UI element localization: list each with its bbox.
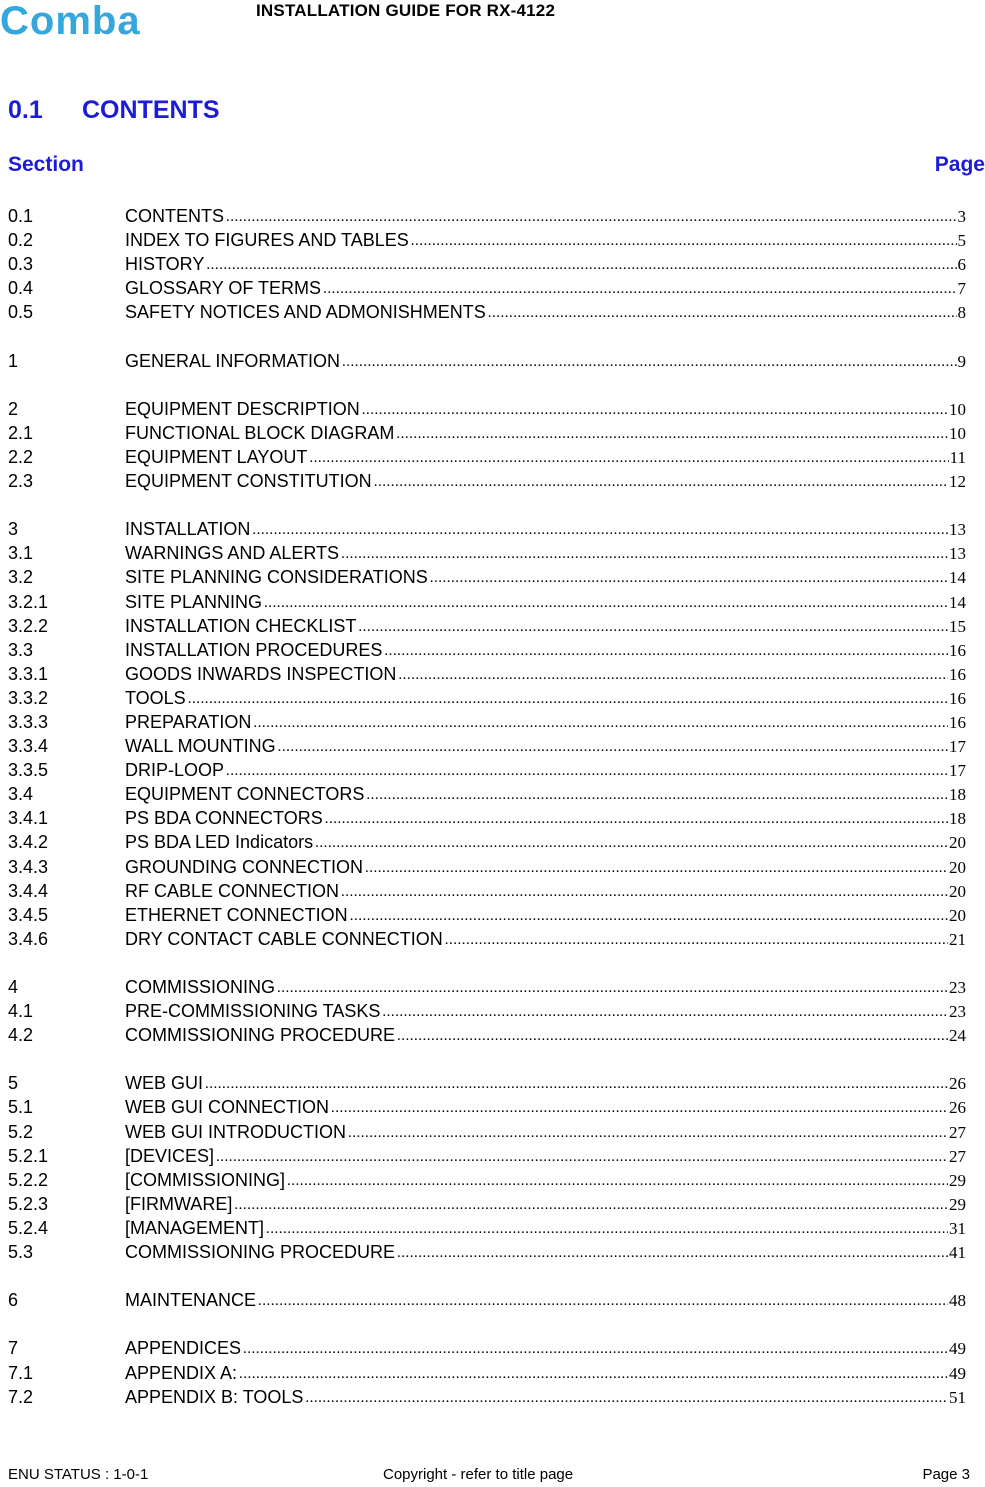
toc-dot-leader	[188, 686, 948, 712]
toc-entry-title: APPENDIX A:	[125, 1361, 239, 1387]
toc-entry-title: GROUNDING CONNECTION	[125, 855, 365, 881]
toc-entry-number: 3.4	[8, 784, 34, 805]
toc-entry-page: 24	[949, 1026, 966, 1046]
toc-entry[interactable]	[8, 999, 966, 1023]
toc-entry-title: INSTALLATION	[125, 517, 252, 543]
toc-entry-title: WEB GUI CONNECTION	[125, 1095, 331, 1121]
comba-logo	[0, 2, 182, 38]
toc-entry-page: 26	[949, 1098, 966, 1118]
toc-entry-title: HISTORY	[125, 252, 206, 278]
toc-entry-number: 1	[8, 350, 19, 371]
toc-entry-title: COMMISSIONING	[125, 975, 277, 1001]
toc-entry-page: 23	[949, 978, 966, 997]
toc-entry-number: 3.3	[8, 639, 34, 660]
toc-entry-page: 27	[949, 1146, 966, 1166]
toc-entry-title: FUNCTIONAL BLOCK DIAGRAM	[125, 421, 396, 447]
toc-entry-line	[125, 517, 966, 543]
toc-entry-page: 5	[957, 231, 966, 251]
toc-entry[interactable]	[8, 758, 966, 782]
toc-entry-title: EQUIPMENT LAYOUT	[125, 445, 309, 471]
toc-entry-page: 10	[949, 399, 966, 419]
toc-dot-leader	[277, 975, 948, 1001]
toc-dot-leader	[396, 421, 948, 447]
toc-entry[interactable]	[8, 855, 966, 879]
toc-entry-title: WALL MOUNTING	[125, 734, 278, 760]
toc-entry[interactable]	[8, 541, 966, 565]
toc-entry-page: 14	[949, 568, 966, 588]
toc-entry-line	[125, 999, 966, 1025]
toc-entry-line	[125, 855, 966, 881]
toc-entry-page: 14	[949, 592, 966, 612]
toc-entry-title: PREPARATION	[125, 710, 253, 736]
toc-entry-page: 27	[949, 1122, 966, 1142]
toc-entry-page: 10	[949, 423, 966, 443]
toc-entry-title: PS BDA CONNECTORS	[125, 806, 325, 832]
toc-entry-title: TOOLS	[125, 686, 188, 712]
toc-entry-page: 15	[949, 616, 966, 636]
toc-entry-number: 5.2.1	[8, 1145, 49, 1166]
toc-spacer	[8, 1264, 966, 1288]
toc-spacer	[8, 1312, 966, 1336]
toc-entry-line	[125, 1095, 966, 1121]
toc-entry[interactable]	[8, 397, 966, 421]
toc-entry[interactable]	[8, 975, 966, 999]
toc-entry-line	[125, 806, 966, 832]
toc-entry-page: 48	[949, 1291, 966, 1311]
toc-entry-title: INSTALLATION PROCEDURES	[125, 638, 384, 664]
toc-entry-number: 0.5	[8, 302, 34, 323]
toc-entry[interactable]	[8, 1168, 966, 1192]
toc-entry-title: GLOSSARY OF TERMS	[125, 276, 323, 302]
toc-entry-line	[125, 469, 966, 495]
toc-dot-leader	[350, 903, 948, 929]
toc-entry-title: PS BDA LED Indicators	[125, 830, 315, 856]
table-of-contents	[8, 204, 966, 1409]
toc-dot-leader	[253, 710, 948, 736]
toc-dot-leader	[397, 1240, 948, 1266]
toc-entry-number: 5.1	[8, 1097, 34, 1118]
toc-dot-leader	[287, 1168, 948, 1194]
toc-dot-leader	[445, 927, 948, 953]
toc-dot-leader	[341, 541, 948, 567]
toc-entry-line	[125, 300, 966, 326]
toc-entry-title: PRE-COMMISSIONING TASKS	[125, 999, 382, 1025]
toc-entry-title: DRY CONTACT CABLE CONNECTION	[125, 927, 445, 953]
toc-entry-line	[125, 1023, 966, 1049]
toc-entry-page: 3	[957, 207, 966, 226]
toc-entry[interactable]	[8, 710, 966, 734]
toc-entry[interactable]	[8, 686, 966, 710]
toc-entry-number: 2	[8, 398, 19, 419]
toc-entry[interactable]	[8, 1385, 966, 1409]
footer-copyright: Copyright - refer to title page	[383, 1466, 574, 1483]
toc-entry[interactable]	[8, 927, 966, 951]
toc-entry-number: 0.4	[8, 278, 34, 299]
toc-entry[interactable]	[8, 228, 966, 252]
toc-dot-leader	[325, 806, 948, 832]
toc-dot-leader	[342, 349, 956, 375]
footer-status: ENU STATUS : 1-0-1	[8, 1466, 149, 1483]
toc-entry-line	[125, 1120, 966, 1146]
toc-entry-number: 3.3.4	[8, 736, 49, 757]
document-header-title: INSTALLATION GUIDE FOR RX-4122	[256, 1, 556, 20]
toc-entry-line	[125, 927, 966, 953]
toc-entry[interactable]	[8, 1144, 966, 1168]
toc-entry-number: 3.3.1	[8, 663, 49, 684]
toc-entry-number: 3.4.5	[8, 904, 49, 925]
toc-entry-title: COMMISSIONING PROCEDURE	[125, 1023, 397, 1049]
toc-entry-line	[125, 204, 966, 230]
toc-entry-line	[125, 252, 966, 278]
toc-entry-title: EQUIPMENT CONNECTORS	[125, 782, 366, 808]
toc-entry[interactable]	[8, 782, 966, 806]
toc-entry[interactable]	[8, 1071, 966, 1095]
toc-entry-number: 5.3	[8, 1242, 34, 1263]
toc-entry-page: 18	[949, 809, 966, 829]
toc-entry[interactable]	[8, 469, 966, 493]
toc-entry-number: 3.3.5	[8, 760, 49, 781]
toc-dot-leader	[358, 614, 948, 640]
toc-entry-line	[125, 710, 966, 736]
toc-spacer	[8, 324, 966, 348]
toc-entry-line	[125, 421, 966, 447]
toc-entry-page: 21	[949, 929, 966, 949]
toc-entry-line	[125, 1144, 966, 1170]
toc-entry[interactable]	[8, 734, 966, 758]
toc-entry-page: 41	[949, 1243, 966, 1263]
toc-entry-page: 17	[949, 737, 966, 757]
toc-entry[interactable]	[8, 1216, 966, 1240]
toc-entry-line	[125, 1361, 966, 1387]
toc-entry-number: 3.4.3	[8, 856, 49, 877]
toc-entry-page: 23	[949, 1002, 966, 1022]
toc-entry-number: 2.3	[8, 471, 34, 492]
toc-entry-title: APPENDIX B: TOOLS	[125, 1385, 305, 1411]
toc-entry[interactable]	[8, 590, 966, 614]
toc-entry-page: 51	[949, 1387, 966, 1407]
toc-entry-number: 3.4.2	[8, 832, 49, 853]
toc-entry-title: COMMISSIONING PROCEDURE	[125, 1240, 397, 1266]
toc-entry-title: APPENDICES	[125, 1336, 243, 1362]
toc-entry[interactable]	[8, 1240, 966, 1264]
toc-entry-title: WARNINGS AND ALERTS	[125, 541, 341, 567]
toc-entry[interactable]	[8, 614, 966, 638]
toc-dot-leader	[278, 734, 948, 760]
toc-entry-page: 20	[949, 857, 966, 877]
toc-entry[interactable]	[8, 662, 966, 686]
toc-entry-number: 3.4.4	[8, 880, 49, 901]
toc-entry-number: 5.2.3	[8, 1193, 49, 1214]
toc-entry-line	[125, 397, 966, 423]
toc-dot-leader	[398, 662, 948, 688]
toc-entry-line	[125, 830, 966, 856]
toc-entry-title: GENERAL INFORMATION	[125, 349, 342, 375]
toc-entry-page: 49	[949, 1363, 966, 1383]
toc-dot-leader	[205, 1071, 948, 1097]
toc-entry-number: 5	[8, 1073, 19, 1094]
toc-entry-title: DRIP-LOOP	[125, 758, 226, 784]
toc-entry-number: 3.3.3	[8, 711, 49, 732]
toc-entry-page: 18	[949, 785, 966, 805]
toc-entry-page: 12	[949, 472, 966, 492]
toc-dot-leader	[488, 300, 957, 326]
toc-entry[interactable]	[8, 1023, 966, 1047]
toc-dot-leader	[206, 252, 956, 278]
toc-entry-number: 0.2	[8, 230, 34, 251]
toc-entry-page: 9	[957, 351, 966, 371]
toc-entry[interactable]	[8, 1361, 966, 1385]
toc-entry-page: 11	[949, 447, 966, 467]
toc-entry-title: [DEVICES]	[125, 1144, 216, 1170]
toc-entry-page: 20	[949, 881, 966, 901]
toc-entry-number: 2.2	[8, 446, 34, 467]
toc-spacer	[8, 1047, 966, 1071]
toc-dot-leader	[226, 758, 948, 784]
toc-entry-title: SAFETY NOTICES AND ADMONISHMENTS	[125, 300, 488, 326]
toc-entry-line	[125, 1216, 966, 1242]
toc-entry-page: 16	[949, 712, 966, 732]
toc-spacer	[8, 373, 966, 397]
toc-entry[interactable]	[8, 565, 966, 589]
toc-entry-title: [MANAGEMENT]	[125, 1216, 266, 1242]
toc-entry[interactable]	[8, 830, 966, 854]
toc-entry-page: 13	[949, 520, 966, 540]
toc-entry-page: 29	[949, 1170, 966, 1190]
toc-entry[interactable]	[8, 204, 966, 228]
toc-entry-number: 3	[8, 519, 19, 540]
toc-entry-line	[125, 903, 966, 929]
toc-entry-title: WEB GUI	[125, 1071, 205, 1097]
toc-entry-line	[125, 445, 966, 471]
column-header-section: Section	[8, 153, 84, 176]
toc-entry-number: 3.3.2	[8, 687, 49, 708]
toc-entry-line	[125, 1385, 966, 1411]
column-header-page: Page	[934, 153, 985, 176]
toc-dot-leader	[234, 1192, 948, 1218]
toc-entry-title: SITE PLANNING CONSIDERATIONS	[125, 565, 430, 591]
toc-entry-page: 13	[949, 544, 966, 564]
toc-entry-line	[125, 1192, 966, 1218]
toc-entry[interactable]	[8, 806, 966, 830]
toc-entry-line	[125, 565, 966, 591]
toc-entry[interactable]	[8, 1336, 966, 1360]
toc-spacer	[8, 493, 966, 517]
toc-dot-leader	[315, 830, 948, 856]
toc-dot-leader	[365, 855, 948, 881]
toc-entry-page: 31	[949, 1218, 966, 1238]
toc-entry-title: [COMMISSIONING]	[125, 1168, 287, 1194]
toc-entry-page: 16	[949, 664, 966, 684]
toc-entry-number: 3.2.2	[8, 615, 49, 636]
toc-entry-number: 0.3	[8, 254, 34, 275]
toc-entry[interactable]	[8, 903, 966, 927]
toc-dot-leader	[382, 999, 948, 1025]
toc-entry[interactable]	[8, 879, 966, 903]
toc-entry-line	[125, 349, 966, 375]
toc-dot-leader	[366, 782, 948, 808]
toc-entry-line	[125, 1240, 966, 1266]
toc-entry-number: 4.1	[8, 1001, 34, 1022]
toc-entry-line	[125, 614, 966, 640]
comba-logo-graphic	[0, 2, 182, 38]
toc-entry-line	[125, 782, 966, 808]
toc-entry-number: 7.2	[8, 1386, 34, 1407]
toc-dot-leader	[243, 1336, 948, 1362]
toc-entry-line	[125, 1288, 966, 1314]
toc-entry-title: MAINTENANCE	[125, 1288, 258, 1314]
toc-entry-page: 26	[949, 1074, 966, 1094]
heading-title: CONTENTS	[82, 96, 220, 124]
toc-entry-line	[125, 662, 966, 688]
toc-dot-leader	[384, 638, 948, 664]
toc-dot-leader	[252, 517, 948, 543]
toc-entry[interactable]	[8, 517, 966, 541]
toc-entry[interactable]	[8, 252, 966, 276]
toc-entry-number: 3.2.1	[8, 591, 49, 612]
toc-dot-leader	[362, 397, 948, 423]
toc-entry-number: 3.4.1	[8, 808, 49, 829]
toc-entry-number: 4	[8, 977, 19, 997]
toc-entry-number: 5.2.4	[8, 1217, 49, 1238]
toc-dot-leader	[309, 445, 948, 471]
toc-entry[interactable]	[8, 1120, 966, 1144]
toc-dot-leader	[266, 1216, 948, 1242]
toc-dot-leader	[411, 228, 957, 254]
toc-entry-title: INSTALLATION CHECKLIST	[125, 614, 358, 640]
toc-entry-line	[125, 686, 966, 712]
toc-entry-number: 3.4.6	[8, 928, 49, 949]
toc-entry-number: 6	[8, 1290, 19, 1311]
toc-entry-title: WEB GUI INTRODUCTION	[125, 1120, 348, 1146]
toc-entry[interactable]	[8, 276, 966, 300]
toc-entry-page: 49	[949, 1339, 966, 1359]
toc-entry-title: EQUIPMENT DESCRIPTION	[125, 397, 362, 423]
toc-entry-title: CONTENTS	[125, 204, 226, 230]
toc-entry-title: GOODS INWARDS INSPECTION	[125, 662, 398, 688]
toc-dot-leader	[348, 1120, 948, 1146]
toc-entry[interactable]	[8, 638, 966, 662]
svg-text:Comba: Comba	[0, 2, 141, 38]
heading-number: 0.1	[8, 96, 43, 124]
toc-entry-number: 0.1	[8, 206, 34, 226]
toc-entry-number: 2.1	[8, 422, 34, 443]
toc-entry-line	[125, 1071, 966, 1097]
toc-entry-number: 3.2	[8, 567, 34, 588]
toc-entry[interactable]	[8, 1095, 966, 1119]
toc-entry-number: 7.1	[8, 1362, 34, 1383]
toc-entry-line	[125, 638, 966, 664]
toc-entry-number: 5.2	[8, 1121, 34, 1142]
toc-dot-leader	[374, 469, 948, 495]
toc-entry-title: EQUIPMENT CONSTITUTION	[125, 469, 374, 495]
toc-dot-leader	[430, 565, 948, 591]
toc-entry-title: ETHERNET CONNECTION	[125, 903, 350, 929]
toc-entry-line	[125, 758, 966, 784]
toc-entry-line	[125, 590, 966, 616]
toc-entry-line	[125, 1168, 966, 1194]
toc-dot-leader	[331, 1095, 948, 1121]
toc-entry-page: 6	[957, 255, 966, 275]
toc-entry-page: 17	[949, 761, 966, 781]
toc-entry-page: 7	[957, 279, 966, 299]
toc-entry-line	[125, 879, 966, 905]
toc-entry-line	[125, 276, 966, 302]
toc-entry-number: 7	[8, 1338, 19, 1359]
toc-entry-title: [FIRMWARE]	[125, 1192, 234, 1218]
toc-entry-line	[125, 1336, 966, 1362]
toc-entry-title: RF CABLE CONNECTION	[125, 879, 341, 905]
toc-entry-title: INDEX TO FIGURES AND TABLES	[125, 228, 411, 254]
toc-entry[interactable]	[8, 421, 966, 445]
toc-entry-page: 20	[949, 833, 966, 853]
toc-dot-leader	[264, 590, 948, 616]
toc-dot-leader	[226, 204, 957, 230]
toc-dot-leader	[397, 1023, 948, 1049]
footer-page-number: Page 3	[922, 1466, 970, 1483]
toc-entry-page: 20	[949, 905, 966, 925]
toc-dot-leader	[239, 1361, 948, 1387]
toc-entry-page: 16	[949, 688, 966, 708]
toc-entry-title: SITE PLANNING	[125, 590, 264, 616]
toc-entry-line	[125, 975, 966, 1001]
toc-entry-line	[125, 228, 966, 254]
toc-entry-line	[125, 541, 966, 567]
toc-entry-page: 16	[949, 640, 966, 660]
toc-entry[interactable]	[8, 445, 966, 469]
toc-entry[interactable]	[8, 349, 966, 373]
toc-entry[interactable]	[8, 1288, 966, 1312]
toc-entry-page: 8	[957, 303, 966, 323]
toc-entry-number: 4.2	[8, 1025, 34, 1046]
toc-dot-leader	[305, 1385, 948, 1411]
toc-dot-leader	[216, 1144, 948, 1170]
toc-entry-line	[125, 734, 966, 760]
toc-dot-leader	[258, 1288, 948, 1314]
toc-entry-number: 3.1	[8, 543, 34, 564]
toc-entry-page: 29	[949, 1194, 966, 1214]
toc-entry[interactable]	[8, 300, 966, 324]
toc-spacer	[8, 951, 966, 975]
toc-dot-leader	[341, 879, 948, 905]
toc-dot-leader	[323, 276, 956, 302]
toc-entry-number: 5.2.2	[8, 1169, 49, 1190]
toc-entry[interactable]	[8, 1192, 966, 1216]
